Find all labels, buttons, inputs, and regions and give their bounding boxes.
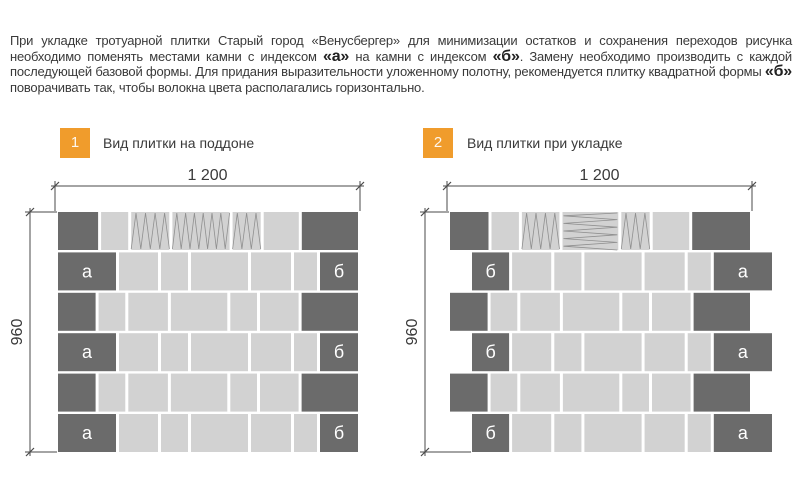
tile-index-emphasis: «а» — [323, 47, 350, 65]
tile-light — [491, 374, 518, 412]
tile-light — [520, 293, 560, 331]
tile-dark — [302, 212, 358, 250]
intro-text-segment: на камни с индексом — [349, 48, 493, 64]
tile-light — [645, 414, 685, 452]
tile-light — [622, 293, 649, 331]
tile-light — [491, 293, 518, 331]
width-dimension-label: 1 200 — [579, 167, 620, 184]
tile-index-label: б — [333, 261, 345, 282]
tile-light — [171, 374, 227, 412]
tile-light — [584, 333, 641, 371]
tile-index-label: б — [485, 261, 496, 282]
tile-light — [563, 374, 619, 412]
tile-light — [264, 212, 299, 250]
tile-index-label: б — [485, 423, 496, 443]
tile-light — [584, 414, 641, 452]
figure-1-number-badge: 1 — [60, 128, 90, 158]
tile-light — [554, 333, 581, 371]
tile-light — [161, 252, 188, 290]
tile-index-label: б — [333, 423, 345, 443]
tile-index-label: а — [737, 261, 748, 282]
tile-dark — [58, 212, 98, 250]
tile-light — [688, 333, 711, 371]
tile-light — [652, 293, 691, 331]
figure-2-number-badge: 2 — [423, 128, 453, 158]
tile-light — [294, 414, 317, 452]
tile-dark — [302, 374, 358, 412]
intro-text-segment: При укладке тротуарной плитки Старый город «Венусбергер» для минимизации остатков и сохранения переходов рисунка необходимо поменять местами камни с индексом — [10, 33, 792, 64]
tile-light — [119, 252, 158, 290]
tile-light — [512, 414, 551, 452]
tile-light — [128, 374, 168, 412]
tile-light — [492, 212, 519, 250]
tile-index-label: а — [81, 261, 93, 282]
tile-index-emphasis: «б» — [492, 47, 520, 65]
intro-text-segment: . Замену необходимо производить с каждой последующей базовой формы. Для придания выразительности уложенному полотну, рекомендуется плитку квадратной формы — [10, 48, 792, 80]
tile-light — [230, 374, 257, 412]
tile-light — [520, 374, 560, 412]
tile-index-label: а — [737, 423, 748, 443]
tile-light — [230, 293, 257, 331]
tile-light — [171, 293, 227, 331]
tile-dark — [692, 212, 750, 250]
tile-light — [622, 374, 649, 412]
tile-light — [563, 293, 619, 331]
intro-paragraph — [10, 33, 792, 95]
tile-light — [161, 333, 188, 371]
width-dimension-label: 1 200 — [187, 167, 228, 184]
tile-light — [294, 252, 317, 290]
tile-light — [645, 252, 685, 290]
tile-dark — [450, 212, 489, 250]
tile-dark — [58, 374, 96, 412]
tile-light — [294, 333, 317, 371]
figure-1-caption: Вид плитки на поддоне — [103, 135, 255, 151]
tile-index-label: а — [81, 342, 93, 363]
tile-dark — [694, 374, 750, 412]
tile-light — [119, 333, 158, 371]
tile-index-label: а — [737, 342, 748, 363]
tile-index-label: б — [485, 342, 496, 363]
height-dimension-label: 960 — [404, 318, 421, 346]
tile-light — [251, 333, 291, 371]
tile-light — [512, 252, 551, 290]
tile-light — [161, 414, 188, 452]
tile-light — [645, 333, 685, 371]
tile-light — [191, 252, 248, 290]
tile-light — [99, 374, 126, 412]
tile-light — [128, 293, 168, 331]
tile-index-emphasis: «б» — [764, 63, 792, 81]
tile-light — [101, 212, 128, 250]
tile-light — [512, 333, 551, 371]
tile-dark — [450, 374, 488, 412]
intro-text-segment: поворачивать так, чтобы волокна цвета располагались горизонтально. — [10, 79, 425, 95]
tile-index-label: б — [333, 342, 345, 363]
figure-2-caption: Вид плитки при укладке — [467, 135, 623, 151]
tile-light — [251, 252, 291, 290]
height-dimension-label: 960 — [9, 318, 26, 346]
tile-light — [260, 293, 299, 331]
tile-dark — [450, 293, 488, 331]
tile-light — [688, 414, 711, 452]
tile-dark — [302, 293, 358, 331]
tile-light — [99, 293, 126, 331]
tile-dark — [694, 293, 750, 331]
diagram-tiles-on-pallet — [0, 160, 400, 496]
tile-light — [554, 414, 581, 452]
tile-light — [554, 252, 581, 290]
tile-light — [260, 374, 299, 412]
tile-light — [652, 374, 691, 412]
tile-index-label: а — [81, 423, 93, 443]
tile-light — [251, 414, 291, 452]
tile-light — [688, 252, 711, 290]
diagram-tiles-when-laid — [400, 160, 800, 496]
tile-light — [584, 252, 641, 290]
tile-light — [653, 212, 690, 250]
tile-light — [191, 414, 248, 452]
tile-dark — [58, 293, 96, 331]
tile-light — [191, 333, 248, 371]
tile-light — [119, 414, 158, 452]
